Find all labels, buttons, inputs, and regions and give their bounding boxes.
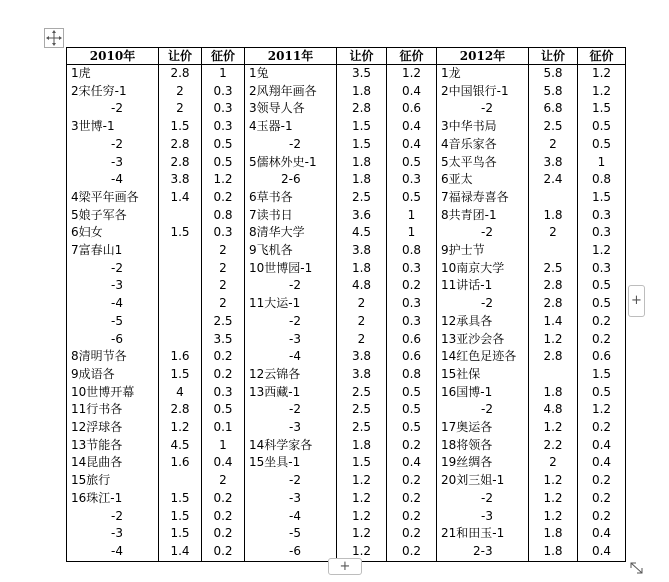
buy-price-cell: 0.5 — [387, 401, 437, 419]
issue-name-cell: -3 — [245, 331, 337, 349]
sell-price-cell: 1.4 — [529, 313, 578, 331]
sell-price-cell: 1.5 — [159, 224, 202, 242]
buy-price-cell: 0.2 — [387, 543, 437, 561]
buy-price-cell: 0.2 — [202, 490, 245, 508]
buy-price-cell: 0.5 — [202, 401, 245, 419]
issue-name-cell: 4音乐家各 — [437, 136, 529, 154]
sell-price-cell: 2.8 — [159, 154, 202, 172]
buy-price-cell: 0.3 — [202, 83, 245, 101]
buy-price-cell: 0.4 — [202, 454, 245, 472]
sell-price-cell: 1.5 — [337, 118, 387, 136]
buy-price-cell: 0.5 — [387, 154, 437, 172]
issue-name-cell: 8清华大学 — [245, 224, 337, 242]
issue-name-cell: 6妇女 — [67, 224, 159, 242]
buy-price-cell: 1.2 — [387, 65, 437, 83]
buy-price-cell: 0.6 — [387, 331, 437, 349]
table-row — [67, 295, 626, 313]
buy-price-cell: 1 — [202, 437, 245, 455]
buy-price-cell: 0.2 — [202, 543, 245, 561]
sell-price-cell — [159, 472, 202, 490]
issue-name-cell: -3 — [67, 154, 159, 172]
sell-price-cell: 2.8 — [529, 295, 578, 313]
issue-name-cell: -2 — [437, 490, 529, 508]
sell-price-cell: 1.5 — [159, 490, 202, 508]
buy-price-cell: 1.5 — [578, 100, 626, 118]
issue-name-cell: 10世博园-1 — [245, 260, 337, 278]
buy-price-cell: 0.5 — [202, 154, 245, 172]
table-row — [67, 100, 626, 118]
sell-price-cell: 1.8 — [337, 437, 387, 455]
issue-name-cell: 8清明节各 — [67, 348, 159, 366]
buy-price-cell: 0.5 — [578, 277, 626, 295]
issue-name-cell: 14科学家各 — [245, 437, 337, 455]
sell-price-cell — [529, 242, 578, 260]
table-row — [67, 508, 626, 526]
buy-price-cell: 0.2 — [578, 472, 626, 490]
table-row — [67, 242, 626, 260]
issue-name-cell: 2-3 — [437, 543, 529, 561]
issue-name-cell: -2 — [245, 472, 337, 490]
buy-price-cell: 0.2 — [202, 189, 245, 207]
sell-price-cell: 5.8 — [529, 65, 578, 83]
issue-name-cell: 7福禄寿喜各 — [437, 189, 529, 207]
sell-price-cell: 1.2 — [529, 472, 578, 490]
buy-price-cell: 0.3 — [387, 260, 437, 278]
buy-price-cell: 0.2 — [387, 277, 437, 295]
sell-price-cell: 2.8 — [159, 136, 202, 154]
table-row — [67, 384, 626, 402]
column-header: 2012年 — [437, 48, 529, 65]
sell-price-cell — [159, 295, 202, 313]
issue-name-cell: -2 — [437, 224, 529, 242]
issue-name-cell: -6 — [245, 543, 337, 561]
sell-price-cell: 2.5 — [337, 419, 387, 437]
table-row — [67, 171, 626, 189]
buy-price-cell: 0.4 — [387, 136, 437, 154]
table-row — [67, 419, 626, 437]
buy-price-cell: 0.4 — [387, 454, 437, 472]
column-header: 征价 — [387, 48, 437, 65]
add-column-button[interactable] — [628, 285, 645, 317]
sell-price-cell: 1.5 — [159, 525, 202, 543]
buy-price-cell: 0.8 — [578, 171, 626, 189]
sell-price-cell — [529, 189, 578, 207]
table-row — [67, 224, 626, 242]
sell-price-cell: 3.8 — [529, 154, 578, 172]
sell-price-cell: 4 — [159, 384, 202, 402]
sell-price-cell: 1.2 — [529, 419, 578, 437]
issue-name-cell: 17奥运各 — [437, 419, 529, 437]
issue-name-cell: 11行书各 — [67, 401, 159, 419]
issue-name-cell: 15旅行 — [67, 472, 159, 490]
issue-name-cell: -3 — [245, 490, 337, 508]
buy-price-cell: 2 — [202, 277, 245, 295]
issue-name-cell: 2宋任穷-1 — [67, 83, 159, 101]
buy-price-cell: 0.4 — [578, 437, 626, 455]
buy-price-cell: 0.2 — [578, 313, 626, 331]
header-row — [67, 48, 626, 65]
buy-price-cell: 0.2 — [387, 472, 437, 490]
sell-price-cell: 1.4 — [159, 189, 202, 207]
buy-price-cell: 1.2 — [578, 242, 626, 260]
sell-price-cell: 3.8 — [159, 171, 202, 189]
issue-name-cell: 13西藏-1 — [245, 384, 337, 402]
sell-price-cell: 2.5 — [529, 118, 578, 136]
table-row — [67, 366, 626, 384]
buy-price-cell: 0.2 — [387, 490, 437, 508]
sell-price-cell: 1.8 — [337, 171, 387, 189]
issue-name-cell: 20刘三姐-1 — [437, 472, 529, 490]
sell-price-cell: 2 — [337, 313, 387, 331]
issue-name-cell: -4 — [67, 171, 159, 189]
sell-price-cell: 2.5 — [337, 189, 387, 207]
table-row — [67, 154, 626, 172]
sell-price-cell: 1.2 — [529, 490, 578, 508]
issue-name-cell: -4 — [245, 348, 337, 366]
table-row — [67, 454, 626, 472]
buy-price-cell: 0.3 — [202, 224, 245, 242]
table-row — [67, 136, 626, 154]
buy-price-cell: 1.5 — [578, 189, 626, 207]
resize-arrow-icon — [628, 560, 646, 576]
issue-name-cell: 14昆曲各 — [67, 454, 159, 472]
buy-price-cell: 0.3 — [387, 295, 437, 313]
issue-name-cell: 6草书各 — [245, 189, 337, 207]
table-row — [67, 348, 626, 366]
issue-name-cell: 13节能各 — [67, 437, 159, 455]
sell-price-cell: 3.8 — [337, 348, 387, 366]
buy-price-cell: 2 — [202, 472, 245, 490]
sell-price-cell: 2 — [529, 454, 578, 472]
sell-price-cell: 2.2 — [529, 437, 578, 455]
issue-name-cell: 7富春山1 — [67, 242, 159, 260]
issue-name-cell: 7读书日 — [245, 207, 337, 225]
buy-price-cell: 0.3 — [387, 171, 437, 189]
buy-price-cell: 2 — [202, 295, 245, 313]
buy-price-cell: 1 — [387, 224, 437, 242]
sell-price-cell: 1.2 — [337, 472, 387, 490]
buy-price-cell: 0.5 — [578, 384, 626, 402]
issue-name-cell: 19丝绸各 — [437, 454, 529, 472]
table-row — [67, 472, 626, 490]
buy-price-cell: 0.4 — [387, 118, 437, 136]
buy-price-cell: 0.4 — [578, 454, 626, 472]
issue-name-cell: -3 — [437, 508, 529, 526]
buy-price-cell: 0.3 — [578, 207, 626, 225]
buy-price-cell: 0.2 — [387, 508, 437, 526]
issue-name-cell: 1虎 — [67, 65, 159, 83]
sell-price-cell: 3.8 — [337, 242, 387, 260]
issue-name-cell: 8共青团-1 — [437, 207, 529, 225]
issue-name-cell: 16国博-1 — [437, 384, 529, 402]
sell-price-cell: 2.8 — [529, 277, 578, 295]
sell-price-cell: 1.2 — [159, 419, 202, 437]
issue-name-cell: 9护士节 — [437, 242, 529, 260]
issue-name-cell: -2 — [245, 401, 337, 419]
issue-name-cell: 4玉器-1 — [245, 118, 337, 136]
sell-price-cell — [159, 242, 202, 260]
sell-price-cell: 1.2 — [529, 331, 578, 349]
buy-price-cell: 0.3 — [202, 100, 245, 118]
issue-name-cell: 2-6 — [245, 171, 337, 189]
issue-name-cell: 4梁平年画各 — [67, 189, 159, 207]
issue-name-cell: -2 — [67, 136, 159, 154]
buy-price-cell: 0.3 — [387, 313, 437, 331]
sell-price-cell: 5.8 — [529, 83, 578, 101]
sell-price-cell: 1.2 — [337, 543, 387, 561]
column-header: 征价 — [578, 48, 626, 65]
table-row — [67, 189, 626, 207]
issue-name-cell: -6 — [67, 331, 159, 349]
buy-price-cell: 1 — [578, 154, 626, 172]
sell-price-cell: 2 — [159, 100, 202, 118]
issue-name-cell: -3 — [245, 419, 337, 437]
buy-price-cell: 1.2 — [578, 83, 626, 101]
buy-price-cell: 0.5 — [578, 118, 626, 136]
sell-price-cell: 2.5 — [529, 260, 578, 278]
issue-name-cell: -3 — [67, 525, 159, 543]
sell-price-cell: 1.8 — [337, 154, 387, 172]
sell-price-cell: 1.5 — [337, 136, 387, 154]
issue-name-cell: 15社保 — [437, 366, 529, 384]
buy-price-cell: 0.5 — [202, 136, 245, 154]
sell-price-cell: 4.5 — [159, 437, 202, 455]
table-row — [67, 401, 626, 419]
issue-name-cell: 10南京大学 — [437, 260, 529, 278]
sell-price-cell: 1.8 — [529, 543, 578, 561]
sell-price-cell: 2 — [529, 136, 578, 154]
sell-price-cell: 1.6 — [159, 348, 202, 366]
sell-price-cell: 3.5 — [337, 65, 387, 83]
issue-name-cell: 13亚沙会各 — [437, 331, 529, 349]
issue-name-cell: 12云锦各 — [245, 366, 337, 384]
issue-name-cell: 2风翔年画各 — [245, 83, 337, 101]
buy-price-cell: 0.3 — [202, 118, 245, 136]
buy-price-cell: 0.5 — [387, 419, 437, 437]
sell-price-cell: 1.5 — [159, 118, 202, 136]
buy-price-cell: 1.5 — [578, 366, 626, 384]
sell-price-cell: 1.5 — [159, 366, 202, 384]
issue-name-cell: 2中国银行-1 — [437, 83, 529, 101]
issue-name-cell: 9飞机各 — [245, 242, 337, 260]
issue-name-cell: 12承具各 — [437, 313, 529, 331]
issue-name-cell: 3中华书局 — [437, 118, 529, 136]
issue-name-cell: 21和田玉-1 — [437, 525, 529, 543]
sell-price-cell: 1.2 — [529, 508, 578, 526]
issue-name-cell: 5太平鸟各 — [437, 154, 529, 172]
buy-price-cell: 0.2 — [387, 437, 437, 455]
sell-price-cell: 2.8 — [337, 100, 387, 118]
plus-icon: + — [631, 293, 642, 308]
buy-price-cell: 0.2 — [202, 348, 245, 366]
issue-name-cell: 12浮球各 — [67, 419, 159, 437]
table-move-handle[interactable] — [44, 28, 64, 48]
sell-price-cell: 1.5 — [337, 454, 387, 472]
buy-price-cell: 3.5 — [202, 331, 245, 349]
buy-price-cell: 0.2 — [202, 366, 245, 384]
buy-price-cell: 0.4 — [387, 83, 437, 101]
issue-name-cell: -2 — [437, 401, 529, 419]
sell-price-cell: 3.8 — [337, 366, 387, 384]
buy-price-cell: 0.8 — [387, 242, 437, 260]
sell-price-cell: 1.2 — [337, 490, 387, 508]
column-header: 2011年 — [245, 48, 337, 65]
table-row — [67, 260, 626, 278]
sell-price-cell — [529, 366, 578, 384]
issue-name-cell: -2 — [245, 136, 337, 154]
table-resize-handle[interactable] — [628, 560, 646, 576]
table-row — [67, 331, 626, 349]
sell-price-cell: 2 — [159, 83, 202, 101]
plus-icon: + — [339, 559, 351, 574]
buy-price-cell: 0.6 — [387, 348, 437, 366]
issue-name-cell: 3领导人各 — [245, 100, 337, 118]
issue-name-cell: 11大运-1 — [245, 295, 337, 313]
sell-price-cell — [159, 277, 202, 295]
issue-name-cell: 11讲话-1 — [437, 277, 529, 295]
table-row — [67, 313, 626, 331]
sell-price-cell: 1.8 — [337, 83, 387, 101]
sell-price-cell: 1.8 — [337, 260, 387, 278]
sell-price-cell — [159, 207, 202, 225]
issue-name-cell: 1龙 — [437, 65, 529, 83]
buy-price-cell: 0.6 — [578, 348, 626, 366]
sell-price-cell: 2.8 — [529, 348, 578, 366]
issue-name-cell: -4 — [67, 295, 159, 313]
issue-name-cell: 9成语各 — [67, 366, 159, 384]
table-row — [67, 525, 626, 543]
column-header: 2010年 — [67, 48, 159, 65]
issue-name-cell: -2 — [67, 508, 159, 526]
sell-price-cell: 2 — [529, 224, 578, 242]
issue-name-cell: 16珠江-1 — [67, 490, 159, 508]
sell-price-cell: 2.8 — [159, 65, 202, 83]
buy-price-cell: 0.8 — [202, 207, 245, 225]
buy-price-cell: 0.2 — [578, 331, 626, 349]
buy-price-cell: 1.2 — [578, 401, 626, 419]
add-row-button[interactable] — [328, 558, 362, 575]
column-header: 让价 — [529, 48, 578, 65]
issue-name-cell: -2 — [67, 100, 159, 118]
sell-price-cell: 4.5 — [337, 224, 387, 242]
sell-price-cell: 2.5 — [337, 401, 387, 419]
issue-name-cell: 18将领各 — [437, 437, 529, 455]
sell-price-cell: 3.6 — [337, 207, 387, 225]
sell-price-cell: 1.8 — [529, 384, 578, 402]
buy-price-cell: 0.2 — [578, 490, 626, 508]
issue-name-cell: -4 — [67, 543, 159, 561]
issue-name-cell: 5儒林外史-1 — [245, 154, 337, 172]
stamp-price-table — [66, 47, 626, 562]
sell-price-cell: 2.4 — [529, 171, 578, 189]
issue-name-cell: 1兔 — [245, 65, 337, 83]
buy-price-cell: 0.2 — [202, 508, 245, 526]
buy-price-cell: 0.5 — [578, 136, 626, 154]
issue-name-cell: -2 — [437, 100, 529, 118]
issue-name-cell: -5 — [67, 313, 159, 331]
buy-price-cell: 0.3 — [202, 384, 245, 402]
buy-price-cell: 1.2 — [578, 65, 626, 83]
buy-price-cell: 0.5 — [578, 295, 626, 313]
buy-price-cell: 1 — [202, 65, 245, 83]
sell-price-cell: 1.4 — [159, 543, 202, 561]
sell-price-cell: 4.8 — [529, 401, 578, 419]
sell-price-cell: 2.8 — [159, 401, 202, 419]
sell-price-cell — [159, 260, 202, 278]
buy-price-cell: 0.5 — [387, 189, 437, 207]
sell-price-cell: 6.8 — [529, 100, 578, 118]
issue-name-cell: -2 — [245, 277, 337, 295]
buy-price-cell: 0.3 — [578, 224, 626, 242]
sell-price-cell — [159, 313, 202, 331]
table-row — [67, 490, 626, 508]
issue-name-cell: -2 — [437, 295, 529, 313]
buy-price-cell: 0.8 — [387, 366, 437, 384]
buy-price-cell: 1.2 — [202, 171, 245, 189]
issue-name-cell: -2 — [67, 260, 159, 278]
sell-price-cell: 2 — [337, 295, 387, 313]
sell-price-cell: 1.8 — [529, 207, 578, 225]
buy-price-cell: 0.2 — [578, 419, 626, 437]
issue-name-cell: 14红色足迹各 — [437, 348, 529, 366]
buy-price-cell: 0.2 — [387, 525, 437, 543]
buy-price-cell: 2 — [202, 242, 245, 260]
buy-price-cell: 0.4 — [578, 543, 626, 561]
sell-price-cell — [159, 331, 202, 349]
buy-price-cell: 0.2 — [202, 525, 245, 543]
issue-name-cell: 5娘子军各 — [67, 207, 159, 225]
issue-name-cell: 6亚太 — [437, 171, 529, 189]
sell-price-cell: 1.2 — [337, 525, 387, 543]
column-header: 让价 — [159, 48, 202, 65]
buy-price-cell: 0.2 — [578, 508, 626, 526]
table-row — [67, 277, 626, 295]
buy-price-cell: 2.5 — [202, 313, 245, 331]
buy-price-cell: 0.1 — [202, 419, 245, 437]
table-row — [67, 65, 626, 83]
sell-price-cell: 4.8 — [337, 277, 387, 295]
sell-price-cell: 1.2 — [337, 508, 387, 526]
sell-price-cell: 2.5 — [337, 384, 387, 402]
issue-name-cell: -5 — [245, 525, 337, 543]
sell-price-cell: 2 — [337, 331, 387, 349]
buy-price-cell: 0.6 — [387, 100, 437, 118]
issue-name-cell: 10世博开幕 — [67, 384, 159, 402]
sell-price-cell: 1.6 — [159, 454, 202, 472]
buy-price-cell: 0.4 — [578, 525, 626, 543]
issue-name-cell: -3 — [67, 277, 159, 295]
table-row — [67, 437, 626, 455]
issue-name-cell: -2 — [245, 313, 337, 331]
buy-price-cell: 2 — [202, 260, 245, 278]
table-row — [67, 207, 626, 225]
buy-price-cell: 1 — [387, 207, 437, 225]
column-header: 让价 — [337, 48, 387, 65]
sell-price-cell: 1.8 — [529, 525, 578, 543]
column-header: 征价 — [202, 48, 245, 65]
issue-name-cell: -4 — [245, 508, 337, 526]
buy-price-cell: 0.3 — [578, 260, 626, 278]
issue-name-cell: 15坐具-1 — [245, 454, 337, 472]
table-row — [67, 118, 626, 136]
issue-name-cell: 3世博-1 — [67, 118, 159, 136]
sell-price-cell: 1.5 — [159, 508, 202, 526]
table-row — [67, 83, 626, 101]
buy-price-cell: 0.5 — [387, 384, 437, 402]
move-arrows-icon — [45, 29, 63, 47]
